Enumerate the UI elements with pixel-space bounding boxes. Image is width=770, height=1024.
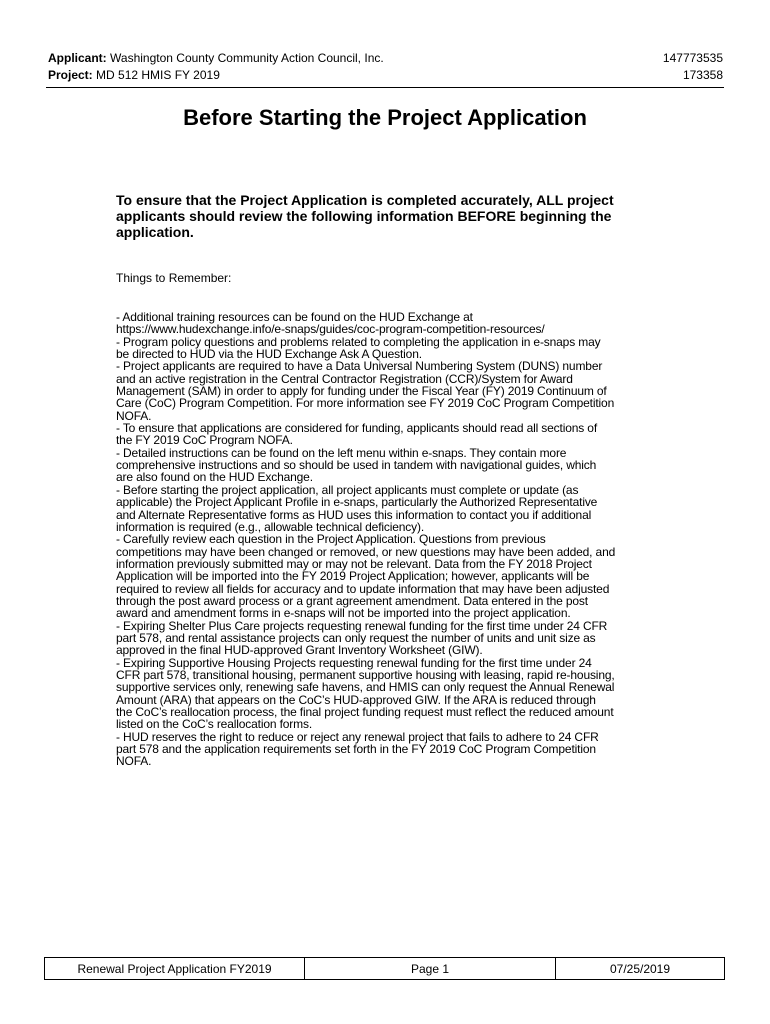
header-divider <box>46 87 724 88</box>
footer-page-number: Page 1 <box>305 958 556 980</box>
footer-application-name: Renewal Project Application FY2019 <box>45 958 305 980</box>
intro-paragraph: To ensure that the Project Application is completed accurately, ALL project applicants should review the following information BEFORE beginning the application. <box>116 192 614 240</box>
page-footer <box>44 957 725 980</box>
instructions-text: - Additional training resources can be found on the HUD Exchange at https://www.hudexchange.info/e-snaps/guides/coc-program-competition-resources/ - Program policy questions and problems related to completing the application in e-snaps may be directed to HUD via the HUD Exchange Ask A Question. - Project applicants are required to have a Data Universal Numbering System (DUNS) number and an active registration in the Central Contractor Registration (CCR)/System for Award Management (SAM) in order to apply for funding under the Fiscal Year (FY) 2019 Continuum of Care (CoC) Program Competition. For more information see FY 2019 CoC Program Competition NOFA. - To ensure that applications are considered for funding, applicants should read all sections of the FY 2019 CoC Program NOFA. - Detailed instructions can be found on the left menu within e-snaps. They contain more comprehensive instructions and so should be used in tandem with navigational guides, which are also found on the HUD Exchange. - Before starting the project application, all project applicants must complete or update (as applicable) the Project Applicant Profile in e-snaps, particularly the Authorized Representative and Alternate Representative forms as HUD uses this information to contact you if additional information is required (e.g., allowable technical deficiency). - Carefully review each question in the Project Application. Questions from previous competitions may have been changed or removed, or new questions may have been added, and information previously submitted may or may not be relevant. Data from the FY 2018 Project Application will be imported into the FY 2019 Project Application; however, applicants will be required to review all fields for accuracy and to update information that may have been adjusted through the post award process or a grant agreement amendment. Data entered in the post award and amendment forms in e-snaps will not be imported into the project application. - Expiring Shelter Plus Care projects requesting renewal funding for the first time under 24 CFR part 578, and rental assistance projects can only request the number of units and unit size as approved in the final HUD-approved Grant Inventory Worksheet (GIW). - Expiring Supportive Housing Projects requesting renewal funding for the first time under 24 CFR part 578, transitional housing, permanent supportive housing with leasing, rapid re-housing, supportive services only, renewing safe havens, and HMIS can only request the Annual Renewal Amount (ARA) that appears on the CoC’s HUD-approved GIW. If the ARA is reduced through the CoC’s reallocation process, the final project funding request must reflect the reduced amount listed on the CoC’s reallocation forms. - HUD reserves the right to reduce or reject any renewal project that fails to adhere to 24 CFR part 578 and the application requirements set forth in the FY 2019 CoC Program Competition NOFA. <box>116 310 616 769</box>
applicant-id: 147773535 <box>662 51 723 65</box>
project-info <box>48 68 220 83</box>
project-id: 173358 <box>682 68 723 82</box>
project-header-row <box>48 68 723 83</box>
project-name: MD 512 HMIS FY 2019 <box>96 68 220 82</box>
applicant-header-row <box>48 51 723 66</box>
project-label: Project: <box>48 68 93 82</box>
applicant-info <box>48 51 384 66</box>
things-to-remember-heading: Things to Remember: <box>116 271 232 285</box>
footer-date: 07/25/2019 <box>556 958 725 980</box>
applicant-name: Washington County Community Action Council, Inc. <box>110 51 384 65</box>
page-title: Before Starting the Project Application <box>183 105 587 130</box>
applicant-label: Applicant: <box>48 51 107 65</box>
